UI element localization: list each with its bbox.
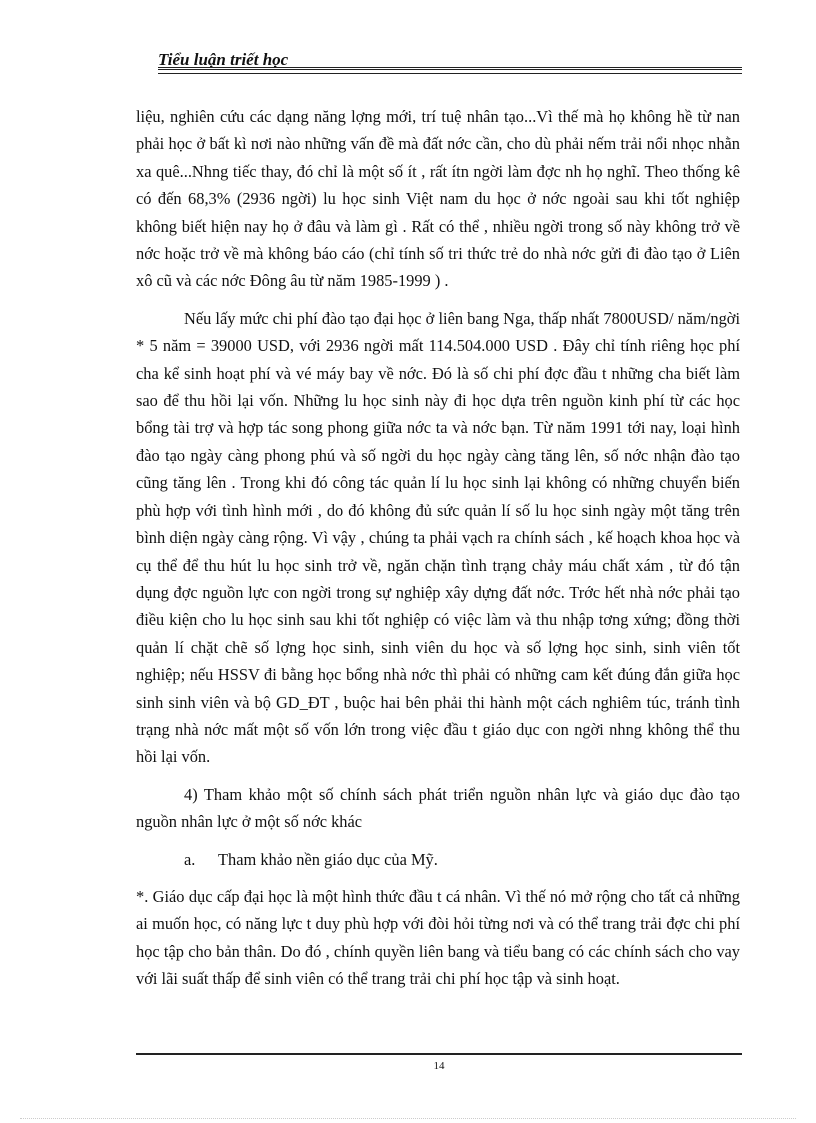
running-header-title: Tiểu luận triết học bbox=[158, 50, 289, 69]
body-text bbox=[136, 103, 740, 993]
page-number: 14 bbox=[433, 1060, 445, 1072]
page-edge-divider bbox=[20, 1118, 796, 1119]
paragraph-us-education: *. Giáo dục cấp đại học là một hình thức đầu t cá nhân. Vì thế nó mở rộng cho tất cả những ai muốn học, có năng lực t duy phù hợp với đòi hỏi từng nơi và có thể trang trải đợc chi phí học tập cho bản thân. Do đó , chính quyền liên bang và tiểu bang có các chính sách cho vay với lãi suất thấp để sinh viên có thể trang trải chi phí học tập và sinh hoạt. bbox=[136, 886, 740, 989]
paragraph-cost-analysis: Nếu lấy mức chi phí đào tạo đại học ở liên bang Nga, thấp nhất 7800USD/ năm/ngời * 5 năm = 39000 USD, với 2936 ngời mất 114.504.000 USD . Đây chỉ tính riêng học phí cha kể sinh hoạt phí và vé máy bay về nớc. Đó là số chi phí đợc đầu t những cha biết làm sao để thu hồi lại vốn. Những lu học sinh này đi học dựa trên nguồn kinh phí từ các học bổng tài trợ và hợp tác song phong giữa nớc ta và nớc bạn. Từ năm 1991 tới nay, loại hình đào tạo ngày càng phong phú và số ngời du học ngày càng tăng lên, số nớc nhận đào tạo cũng tăng lên . Trong khi đó công tác quản lí lu học sinh lại không có những chuyển biến phù hợp với tình hình mới , do đó không đủ sức quản lí số lu học sinh ngày một tăng trên bình diện ngày càng rộng. Vì vậy , chúng ta phải vạch ra chính sách , kế hoạch khoa học và cụ thể để thu hút lu học sinh trở về, ngăn chặn tình trạng chảy máu chất xám , từ đó tận dụng đợc nguồn lực con ngời trong sự nghiệp xây dựng đất nớc. Trớc hết nhà nớc phải tạo điều kiện cho lu học sinh sau khi tốt nghiệp có việc làm và thu nhập tơng xứng; đồng thời quản lí chặt chẽ số lợng học sinh, sinh viên du học và số lợng học sinh, sinh viên tốt nghiệp; nếu HSSV đi bằng học bổng nhà nớc thì phải có những cam kết đúng đắn giữa học sinh sinh viên và bộ GD_ĐT , buộc hai bên phải thi hành một cách nghiêm túc, tránh tình trạng nhà nớc mất một số vốn lớn trong việc đầu t giáo dục con ngời nhng không thể thu hồi lại vốn. bbox=[136, 308, 740, 767]
header-rule bbox=[158, 67, 742, 74]
section-heading-4: 4) Tham khảo một số chính sách phát triển nguồn nhân lực và giáo dục đào tạo nguồn nhân lực ở một số nớc khác bbox=[136, 784, 740, 832]
paragraph-continued: liệu, nghiên cứu các dạng năng lợng mới, trí tuệ nhân tạo...Vì thế mà họ không hề từ nan phải học ở bất kì nơi nào những vấn đề mà đất nớc cần, cho dù phải nếm trải nổi nhọc nhằn xa quê...Nhng tiếc thay, đó chỉ là một số ít , rất ítn ngời làm đợc nh họ nghĩ. Theo thống kê có đến 68,3% (2936 ngời) lu học sinh Việt nam du học ở nớc ngoài sau khi tốt nghiệp không biết hiện nay họ ở đâu và làm gì . Rất có thể , nhiều ngời trong số này không trở về nớc hoặc trở về mà không báo cáo (chỉ tính số tri thức trẻ do nhà nớc gửi đi đào tạo ở Liên xô cũ và các nớc Đông âu từ năm 1985-1999 ) . bbox=[136, 107, 740, 291]
list-marker: a. bbox=[184, 849, 196, 869]
list-item-a bbox=[136, 846, 740, 873]
footer-rule bbox=[136, 1053, 742, 1055]
list-item-text: Tham khảo nền giáo dục của Mỹ. bbox=[218, 849, 438, 869]
